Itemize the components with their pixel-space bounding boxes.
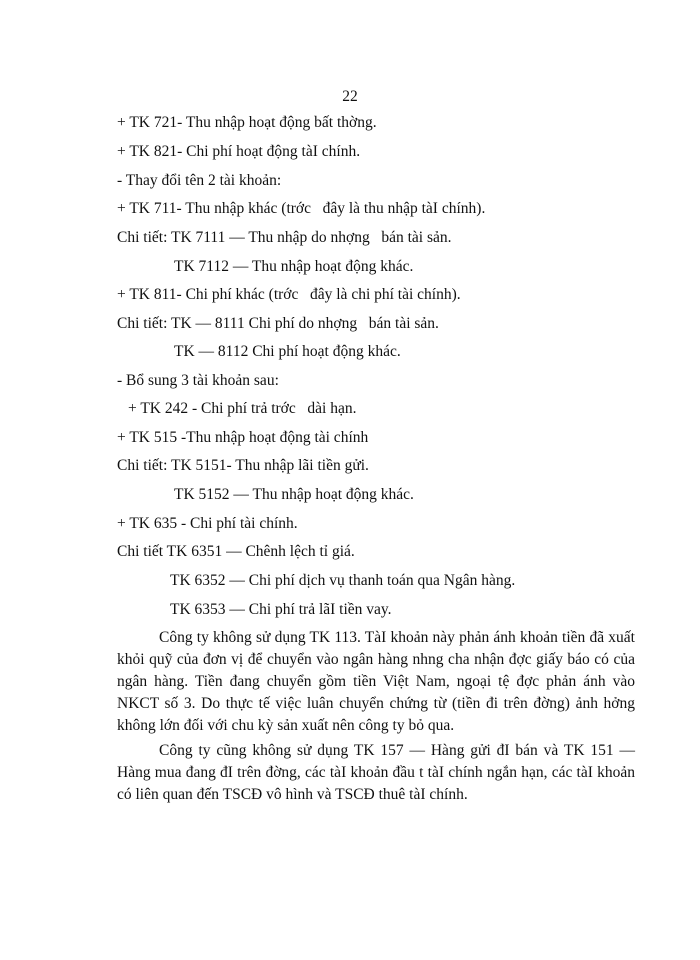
text-line-supplement-heading: - Bổ sung 3 tài khoản sau: xyxy=(117,372,279,389)
text-line-tk242: + TK 242 - Chi phí trả trớc dài hạn. xyxy=(128,400,357,417)
text-line-tk6353: TK 6353 — Chi phí trả lãI tiền vay. xyxy=(170,601,392,618)
text-line-tk811: + TK 811- Chi phí khác (trớc đây là chi phí tài chính). xyxy=(117,286,461,303)
text-line-tk515: + TK 515 -Thu nhập hoạt động tài chính xyxy=(117,429,369,446)
text-line-tk7111: Chi tiết: TK 7111 — Thu nhập do nhợng bán tài sản. xyxy=(117,229,452,246)
text-line-tk7112: TK 7112 — Thu nhập hoạt động khác. xyxy=(174,258,414,275)
text-line-tk721: + TK 721- Thu nhập hoạt động bất thờng. xyxy=(117,114,377,131)
page-number: 22 xyxy=(342,88,358,105)
text-line-tk635: + TK 635 - Chi phí tài chính. xyxy=(117,515,298,532)
text-line-tk821: + TK 821- Chi phí hoạt động tàI chính. xyxy=(117,143,361,160)
text-line-rename-heading: - Thay đổi tên 2 tài khoản: xyxy=(117,172,282,189)
text-line-tk5152: TK 5152 — Thu nhập hoạt động khác. xyxy=(174,486,414,503)
text-line-tk6352: TK 6352 — Chi phí dịch vụ thanh toán qua Ngân hàng. xyxy=(170,572,516,589)
paragraph-tk157-tk151: Công ty cũng không sử dụng TK 157 — Hàng gửi đI bán và TK 151 — Hàng mua đang đI trên đờng, các tàI khoản đầu t tàI chính ngắn hạn, các tàI khoản có liên quan đến TSCĐ vô hình và TSCĐ thuê tàI chính. xyxy=(117,742,635,803)
text-line-tk711: + TK 711- Thu nhập khác (trớc đây là thu nhập tàI chính). xyxy=(117,200,486,217)
paragraph-tk113: Công ty không sử dụng TK 113. TàI khoản này phản ánh khoản tiền đã xuất khỏi quỹ của đơn vị để chuyển vào ngân hàng nhng cha nhận đợc giấy báo có của ngân hàng. Tiền đang chuyển gồm tiền Việt Nam, ngoại tệ đợc phản ánh vào NKCT số 3. Do thực tế việc luân chuyển chứng từ (tiền đi trên đờng) ảnh hởng không lớn đối với chu kỳ sản xuất nên công ty bỏ qua. xyxy=(117,629,635,734)
text-line-tk6351: Chi tiết TK 6351 — Chênh lệch tỉ giá. xyxy=(117,543,355,560)
text-line-tk5151: Chi tiết: TK 5151- Thu nhập lãi tiền gửi. xyxy=(117,457,369,474)
text-line-tk8111: Chi tiết: TK — 8111 Chi phí do nhợng bán tài sản. xyxy=(117,315,439,332)
text-line-tk8112: TK — 8112 Chi phí hoạt động khác. xyxy=(174,343,401,360)
